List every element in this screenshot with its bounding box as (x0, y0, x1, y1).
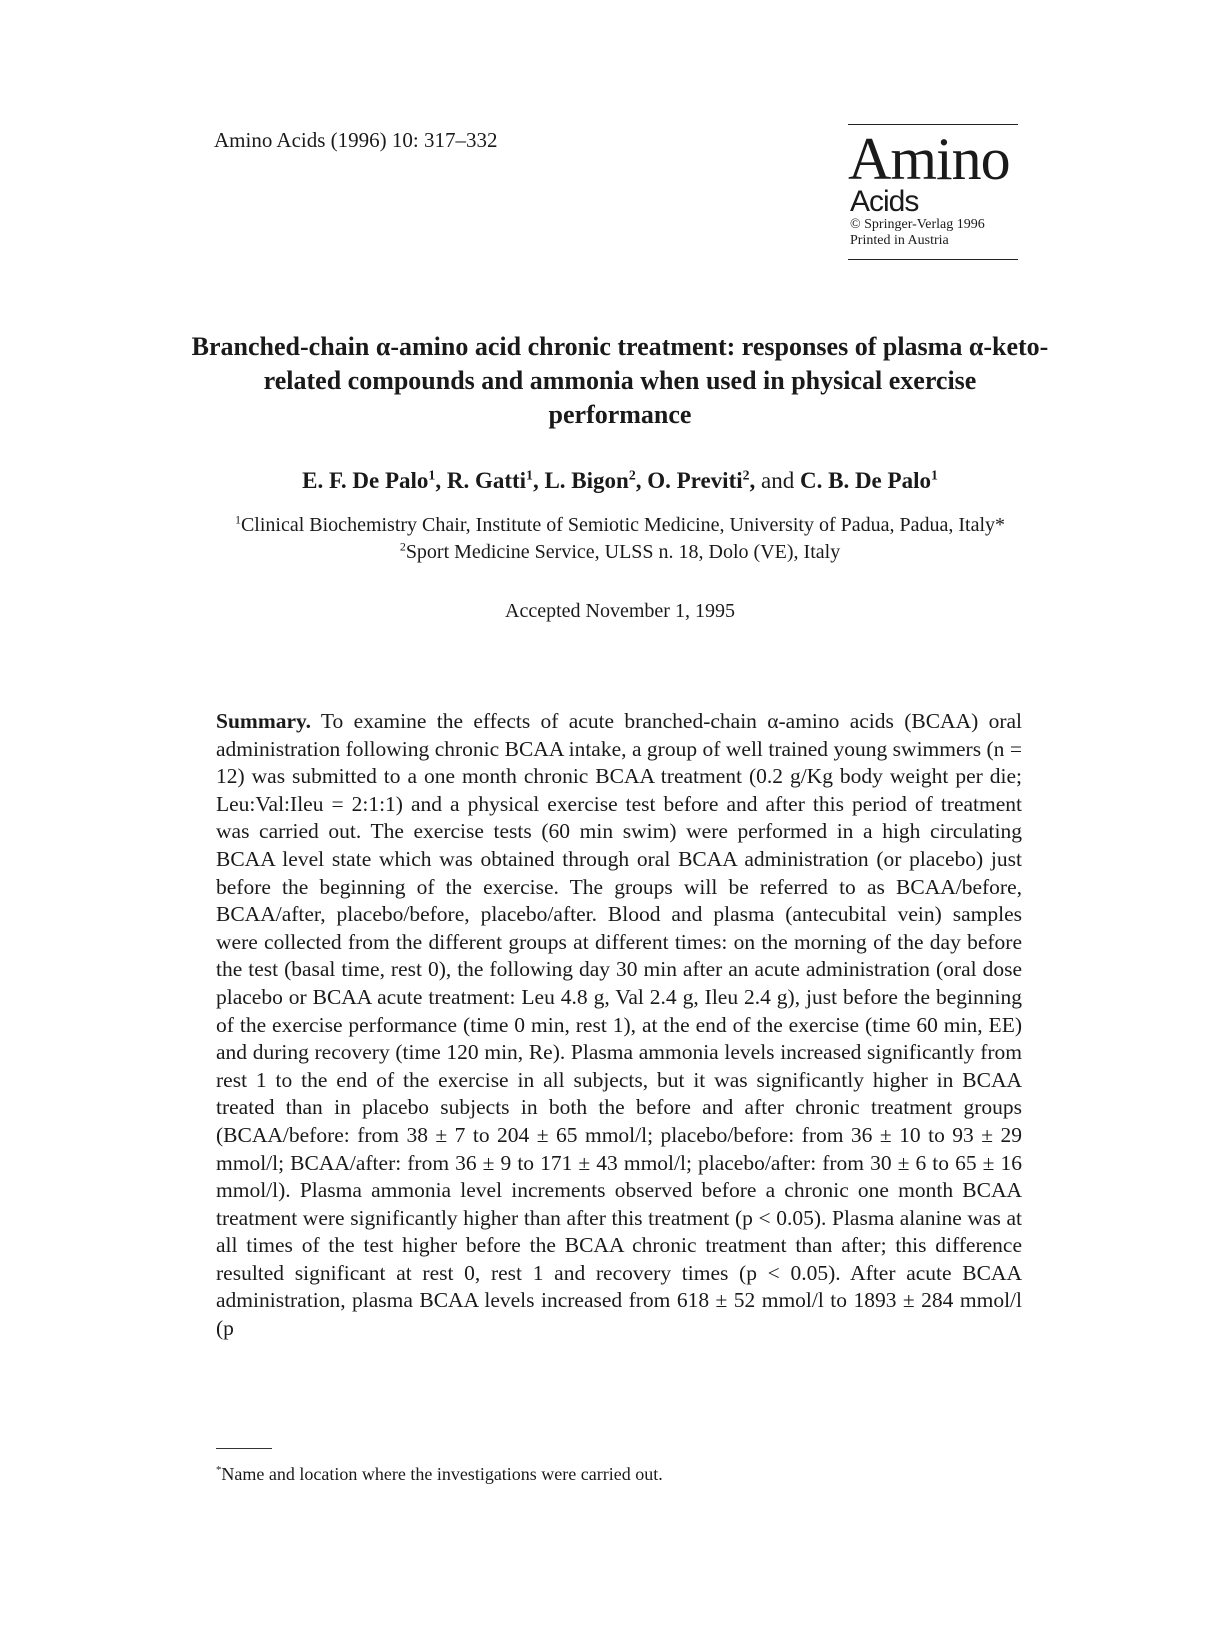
logo-copyright: © Springer-Verlag 1996 (850, 217, 985, 232)
author-separator: , (749, 468, 762, 493)
footnote (216, 1464, 663, 1485)
affiliation (200, 539, 1040, 566)
logo-subtitle: Acids (850, 185, 919, 218)
logo-printed: Printed in Austria (850, 233, 949, 248)
journal-citation: Amino Acids (1996) 10: 317–332 (214, 128, 498, 152)
author-name: C. B. De Palo (800, 468, 931, 493)
summary-label: Summary. (216, 709, 311, 733)
affiliation-number: 2 (399, 539, 406, 554)
affiliation-text: Clinical Biochemistry Chair, Institute of Semiotic Medicine, University of Padua, Padua, Italy* (240, 514, 1006, 536)
logo-top-rule (848, 124, 1018, 125)
author-list (190, 468, 1050, 494)
author-affiliation-mark: 1 (428, 467, 436, 483)
logo-bottom-rule (848, 259, 1018, 260)
affiliations (200, 512, 1040, 566)
author-affiliation-mark: 2 (628, 467, 636, 483)
author-name: O. Previti (647, 468, 743, 493)
author-separator: , (435, 468, 447, 493)
author-separator: , (635, 468, 648, 493)
author-affiliation-mark: 2 (742, 467, 750, 483)
affiliation-text: Sport Medicine Service, ULSS n. 18, Dolo (VE), Italy (405, 541, 841, 563)
summary-paragraph (216, 708, 1022, 1343)
author-affiliation-mark: 1 (930, 467, 938, 483)
author-separator: , (532, 468, 545, 493)
journal-logo (848, 124, 1018, 260)
author-and: and (761, 468, 795, 493)
logo-title: Amino (848, 126, 1010, 192)
author-name: L. Bigon (544, 468, 629, 493)
footnote-mark: * (216, 1464, 222, 1476)
summary-text: To examine the effects of acute branched-chain α-amino acids (BCAA) oral administration following chronic BCAA intake, a group of well trained young swimmers (n = 12) was submitted to a one month chronic BCAA treatment (0.2 g/Kg body weight per die; Leu:Val:Ileu = 2:1:1) and a physical exercise test before and after this period of treatment was carried out. The exercise tests (60 min swim) were performed in a high circulating BCAA level state which was obtained through oral BCAA administration (or placebo) just before the beginning of the exercise. The groups will be referred to as BCAA/before, BCAA/after, placebo/before, placebo/after. Blood and plasma (antecubital vein) samples were collected from the different groups at different times: on the morning of the day before the test (basal time, rest 0), the following day 30 min after an acute administration (oral dose placebo or BCAA acute treatment: Leu 4.8 g, Val 2.4 g, Ileu 2.4 g), just before the beginning of the exercise performance (time 0 min, rest 1), at the end of the exercise (time 60 min, EE) and during recovery (time 120 min, Re). Plasma ammonia levels increased significantly from rest 1 to the end of the exercise in all subjects, but it was significantly higher in BCAA treated than in placebo subjects in both the before and after chronic treatment groups (BCAA/before: from 38 ± 7 to 204 ± 65 mmol/l; placebo/before: from 36 ± 10 to 93 ± 29 mmol/l; BCAA/after: from 36 ± 9 to 171 ± 43 mmol/l; placebo/after: from 30 ± 6 to 65 ± 16 mmol/l). Plasma ammonia level increments observed before a chronic one month BCAA treatment were significantly higher than after this treatment (p < 0.05). Plasma alanine was at all times of the test higher before the BCAA chronic treatment than after; this difference resulted significant at rest 0, rest 1 and recovery times (p < 0.05). After acute BCAA administration, plasma BCAA levels increased from 618 ± 52 mmol/l to 1893 ± 284 mmol/l (p (216, 709, 1022, 1341)
accepted-date: Accepted November 1, 1995 (505, 600, 735, 622)
author-affiliation-mark: 1 (526, 467, 533, 483)
affiliation (200, 512, 1040, 539)
footnote-text: Name and location where the investigations were carried out. (221, 1464, 663, 1484)
author-name: E. F. De Palo (302, 468, 429, 493)
article-title: Branched-chain α-amino acid chronic treatment: responses of plasma α-keto-related compounds and ammonia when used in physical exercise performance (191, 332, 1049, 429)
author-name: R. Gatti (446, 468, 527, 493)
affiliation-number: 1 (234, 512, 241, 527)
footnote-rule (216, 1448, 272, 1449)
